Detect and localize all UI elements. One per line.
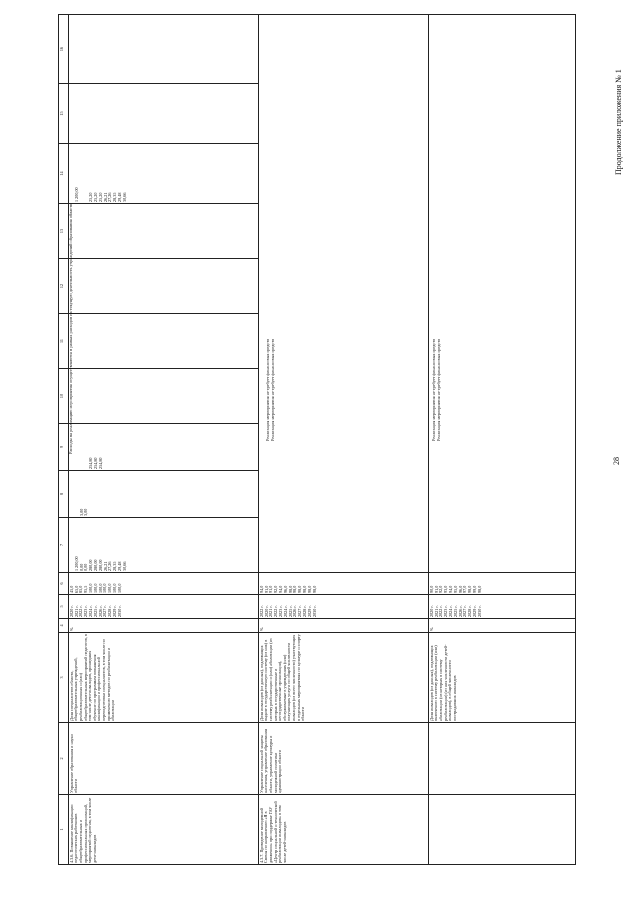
cell-value: 3,00 bbox=[83, 508, 89, 516]
regional-cell bbox=[69, 424, 259, 471]
note-cell bbox=[429, 15, 576, 573]
cell-value: 2027 г. bbox=[297, 605, 303, 617]
cell-value: 2025 г. bbox=[92, 605, 98, 617]
note-cell bbox=[259, 15, 429, 573]
cell-value: 2025 г. bbox=[452, 605, 458, 617]
cell-value: 95,0 bbox=[452, 585, 458, 593]
own-funds-cell bbox=[69, 144, 259, 204]
cell-value: 2024 г. bbox=[282, 605, 288, 617]
cell-value: 98,0 bbox=[467, 585, 473, 593]
unit-cell: % bbox=[69, 619, 259, 633]
cell-value: 2025 г. bbox=[287, 605, 293, 617]
cell-value: 2026 г. bbox=[97, 605, 103, 617]
indicator-cell: Доля инвалидов (из данных), подлежащих включению в систему реабилитации (или) абилитации (из которых в систему реабилитации) (из них численности детей-инвалидов), в общей численности пострадавших инвалидов bbox=[429, 633, 576, 723]
col-header: 14 bbox=[59, 144, 69, 204]
cell-value: 45,0 bbox=[68, 585, 74, 593]
cell-value: 2028 г. bbox=[107, 605, 113, 617]
measure-cell: 4.3.6. Повышение квалификации педагогических работников общеобразовательных и профессиональных организаций, мероприятий педагогам, в том числе дети-инвалидов bbox=[69, 795, 259, 865]
col-header: 10 bbox=[59, 369, 69, 424]
cell-value: 98,0 bbox=[297, 585, 303, 593]
table-row bbox=[429, 15, 576, 865]
years-cell bbox=[429, 595, 576, 619]
cell-value: 100,0 bbox=[107, 583, 113, 593]
no-funding-note: Реализация мероприятия не требует финансовых средств bbox=[430, 338, 436, 441]
cell-value: 95,5 bbox=[83, 585, 89, 593]
cell-value: 91,0 bbox=[263, 585, 269, 593]
expense-note: Расходы на реализацию мероприятия осуществляются в рамках расходов на текущую деятельность учреждений образования области bbox=[68, 203, 74, 454]
col-header: 5 bbox=[59, 595, 69, 619]
cell-value: 91,0 bbox=[268, 585, 274, 593]
cell-value: 2020 г. bbox=[428, 605, 434, 617]
cell-value: 2028 г. bbox=[467, 605, 473, 617]
cell-value: 2023 г. bbox=[83, 605, 89, 617]
cell-value: 254,80 bbox=[97, 457, 103, 469]
no-funding-note: Реализация мероприятия не требует финансовых средств bbox=[264, 338, 270, 441]
cell-value: 280,00 bbox=[92, 559, 98, 571]
cell-value: 94,0 bbox=[277, 585, 283, 593]
cell-value: 93,0 bbox=[443, 585, 449, 593]
cell-value: 254,80 bbox=[88, 457, 94, 469]
federal-cell bbox=[69, 471, 259, 518]
cell-value: 254,80 bbox=[92, 457, 98, 469]
cell bbox=[69, 204, 259, 259]
cell-value: 0,00 bbox=[83, 563, 89, 571]
cell-value: 25,20 bbox=[92, 192, 98, 202]
cell-value: 2023 г. bbox=[443, 605, 449, 617]
cell bbox=[69, 84, 259, 144]
col-header: 12 bbox=[59, 259, 69, 314]
cell-value: 92,0 bbox=[273, 585, 279, 593]
values-cell bbox=[259, 573, 429, 595]
unit-cell: % bbox=[429, 619, 576, 633]
values-cell bbox=[429, 573, 576, 595]
cell-value: 2029 г. bbox=[111, 605, 117, 617]
cell-value: 65,0 bbox=[73, 585, 79, 593]
col-header: 2 bbox=[59, 723, 69, 795]
years-cell bbox=[259, 595, 429, 619]
program-table bbox=[58, 14, 576, 865]
indicator-cell: Доля инвалидов (из данных), подлежащих выдаче в государственную систему (из них) в систему реабилитации и (или) абилитации (из которых в государственные и негосударственные организации), обслуживаемые в учреждениях (или) получающих услуги по общей численности инвалидов (из всего численности) участвующих в отдельных мероприятиях по культуре и спорту области bbox=[259, 633, 429, 723]
cell-value: 2026 г. bbox=[457, 605, 463, 617]
col-header: 7 bbox=[59, 518, 69, 573]
cell-value: 2029 г. bbox=[471, 605, 477, 617]
cell-value: 2030 г. bbox=[476, 605, 482, 617]
measure-cell: 4.3.7. Проведение молодежной Смены по направлению «Я в движении» при поддержке ГАУ «Центр социальной и технической реабилитации инвалидов» в том числе детей-инвалидов bbox=[259, 795, 429, 865]
cell-value: 98,0 bbox=[306, 585, 312, 593]
measure-cell bbox=[429, 795, 576, 865]
cell-value: 100,0 bbox=[97, 583, 103, 593]
cell-value: 2027 г. bbox=[462, 605, 468, 617]
cell-value: 2022 г. bbox=[258, 605, 264, 617]
col-header: 6 bbox=[59, 573, 69, 595]
cell-value: 27,26 bbox=[107, 561, 113, 571]
cell-value: 3,00 bbox=[78, 508, 84, 516]
cell bbox=[69, 259, 259, 314]
cell-value: 26,21 bbox=[102, 561, 108, 571]
cell-value: 2021 г. bbox=[73, 605, 79, 617]
cell-value bbox=[123, 425, 128, 469]
col-header: 9 bbox=[59, 424, 69, 471]
cell-value: 2020 г. bbox=[68, 605, 74, 617]
cell-value: 28,35 bbox=[112, 192, 118, 202]
cell-value: 27,26 bbox=[107, 192, 113, 202]
cell-value: 98,0 bbox=[287, 585, 293, 593]
cell-value: 2021 г. bbox=[268, 605, 274, 617]
cell-value: 85,0 bbox=[78, 585, 84, 593]
cell-value: 280,00 bbox=[97, 559, 103, 571]
cell-value: 98,0 bbox=[292, 585, 298, 593]
cell-value: 1 200,00 bbox=[73, 187, 79, 202]
cell-value: 2022 г. bbox=[78, 605, 84, 617]
no-funding-note: Реализация мероприятия не требует финансовых средств bbox=[436, 338, 442, 441]
cell-value: 100,0 bbox=[102, 583, 108, 593]
executor-cell: Управление социальной защиты населения, управление образования области, управление культуры и молодежной политики администрации области bbox=[259, 723, 429, 795]
table-row bbox=[259, 15, 429, 865]
col-header: 11 bbox=[59, 314, 69, 369]
cell-value: 98,0 bbox=[301, 585, 307, 593]
cell-value: 100,0 bbox=[87, 583, 93, 593]
cell bbox=[69, 369, 259, 424]
cell-value: 2022 г. bbox=[438, 605, 444, 617]
column-number-row bbox=[59, 15, 69, 865]
cell bbox=[69, 314, 259, 369]
cell-value: 97,0 bbox=[462, 585, 468, 593]
cell-value: 0,00 bbox=[78, 563, 84, 571]
appendix-header: Продолжение приложения № 1 bbox=[614, 69, 623, 175]
executor-cell: Управление образования и науки области bbox=[69, 723, 259, 795]
cell-value: 2024 г. bbox=[87, 605, 93, 617]
cell-value: 30,66 bbox=[121, 192, 127, 202]
cell-value: 25,20 bbox=[88, 192, 94, 202]
cell-value: 92,0 bbox=[438, 585, 444, 593]
cell-value: 29,48 bbox=[116, 192, 122, 202]
cell-value: 100,0 bbox=[92, 583, 98, 593]
cell-value: 98,0 bbox=[311, 585, 317, 593]
cell-value: 2024 г. bbox=[447, 605, 453, 617]
cell-value: 100,0 bbox=[116, 583, 122, 593]
cell-value: 100,0 bbox=[111, 583, 117, 593]
cell-value: 94,0 bbox=[447, 585, 453, 593]
cell-value: 99,0 bbox=[471, 585, 477, 593]
cell-value: 25,20 bbox=[97, 192, 103, 202]
table-row bbox=[69, 15, 259, 865]
cell-value: 94,0 bbox=[258, 585, 264, 593]
col-header: 1 bbox=[59, 795, 69, 865]
values-cell bbox=[69, 573, 259, 595]
cell-value: 2029 г. bbox=[306, 605, 312, 617]
page-number: 28 bbox=[612, 457, 621, 465]
cell-value: 2027 г. bbox=[102, 605, 108, 617]
cell-value: 28,35 bbox=[112, 561, 118, 571]
cell-value: 91,0 bbox=[433, 585, 439, 593]
cell-value: 90,0 bbox=[428, 585, 434, 593]
cell-value: 280,00 bbox=[88, 559, 94, 571]
cell-value: 96,0 bbox=[457, 585, 463, 593]
col-header: 13 bbox=[59, 204, 69, 259]
cell-value: 96,0 bbox=[282, 585, 288, 593]
executor-cell bbox=[429, 723, 576, 795]
cell-value: 2021 г. bbox=[433, 605, 439, 617]
cell-value: 30,66 bbox=[121, 561, 127, 571]
cell-value: 1 200,00 bbox=[73, 556, 79, 571]
cell-value: 2030 г. bbox=[311, 605, 317, 617]
col-header: 16 bbox=[59, 15, 69, 84]
cell-value: 2020 г. bbox=[263, 605, 269, 617]
cell-value: 2023 г. bbox=[277, 605, 283, 617]
indicator-cell: Доля специалистов области, общеобразовательных учреждений, реабилитационных и (или) общеобразовательных мероприятий педагогов, в том числе дети-инвалидов, прошедших обучение по программам повышения квалификации и профессиональной переподготовки специалистов, в том числе по применению методов по реабилитации и абилитации bbox=[69, 633, 259, 723]
no-funding-note: Реализация мероприятия не требует финансовых средств bbox=[270, 338, 276, 441]
years-cell bbox=[69, 595, 259, 619]
col-header: 3 bbox=[59, 633, 69, 723]
col-header: 8 bbox=[59, 471, 69, 518]
cell-value: 29,48 bbox=[116, 561, 122, 571]
cell bbox=[69, 15, 259, 84]
unit-cell: % bbox=[259, 619, 429, 633]
cell-value bbox=[123, 472, 128, 516]
cell-value: 2028 г. bbox=[301, 605, 307, 617]
cell-value: 2026 г. bbox=[292, 605, 298, 617]
cell-value: 26,21 bbox=[102, 192, 108, 202]
col-header: 15 bbox=[59, 84, 69, 144]
cell-value: 98,0 bbox=[476, 585, 482, 593]
cell-value: 2022 г. bbox=[273, 605, 279, 617]
col-header: 4 bbox=[59, 619, 69, 633]
cell-value: 2030 г. bbox=[116, 605, 122, 617]
